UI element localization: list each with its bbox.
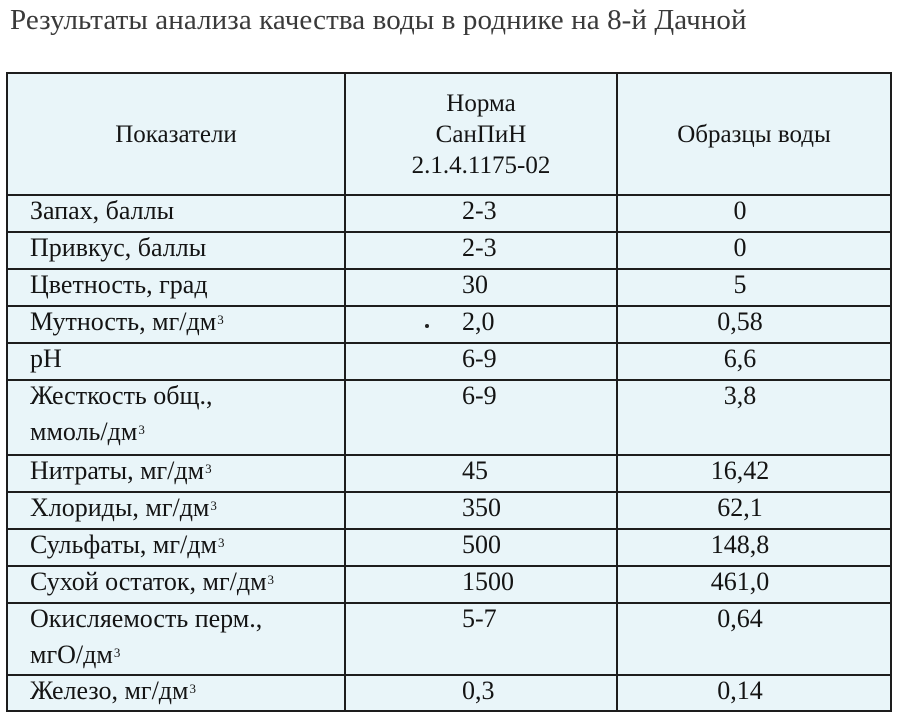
indicator-label: Хлориды, $мг/дм^3$ (30, 493, 217, 522)
cell-sample: 0,64 (617, 603, 891, 675)
header-norm-line2: СанПиН (435, 120, 527, 148)
cell-norm: 2-3 (345, 195, 617, 232)
indicator-label: Жесткость общ., (30, 381, 213, 410)
unit-exponent: 3 (217, 535, 225, 550)
table-row (7, 380, 891, 455)
table-row (7, 195, 891, 232)
indicator-unit-line: ммоль/$дм^3$ (30, 417, 145, 446)
cell-sample: 6,6 (617, 343, 891, 380)
cell-indicator (7, 455, 345, 492)
cell-sample: 62,1 (617, 492, 891, 529)
cell-norm: 2,0 (345, 306, 617, 343)
header-samples: Образцы воды (617, 73, 891, 195)
unit-exponent: 3 (267, 572, 275, 587)
header-norm-line3: 2.1.4.1175-02 (411, 151, 551, 179)
cell-sample: 148,8 (617, 529, 891, 566)
unit-exponent: 3 (210, 498, 217, 513)
indicator-label: Привкус, баллы (30, 233, 207, 262)
unit-exponent: 3 (113, 645, 121, 660)
cell-sample: 0,58 (617, 306, 891, 343)
unit-exponent: 3 (205, 461, 212, 476)
cell-indicator (7, 380, 345, 455)
cell-indicator (7, 269, 345, 306)
cell-indicator (7, 306, 345, 343)
indicator-label: Сухой остаток, $мг/дм^3$ (30, 567, 275, 596)
cell-sample: 0 (617, 195, 891, 232)
indicator-label: Мутность, $мг/дм^3$ (30, 307, 224, 336)
indicator-label: Нитраты, $мг/дм^3$ (30, 456, 212, 485)
cell-norm: 0,3 (345, 675, 617, 711)
unit-exponent: 3 (217, 312, 224, 327)
header-norm (345, 73, 617, 195)
table-row (7, 455, 891, 492)
cell-indicator (7, 566, 345, 603)
cell-sample: 461,0 (617, 566, 891, 603)
cell-sample: 0 (617, 232, 891, 269)
header-norm-line1: Норма (446, 89, 516, 117)
table-row (7, 675, 891, 711)
table-header-row (7, 73, 891, 195)
unit-exponent: 3 (138, 422, 145, 437)
table-row (7, 529, 891, 566)
cell-norm: 30 (345, 269, 617, 306)
cell-norm: 45 (345, 455, 617, 492)
cell-indicator (7, 195, 345, 232)
table-row (7, 232, 891, 269)
cell-norm: 1500 (345, 566, 617, 603)
cell-indicator (7, 492, 345, 529)
cell-indicator (7, 232, 345, 269)
indicator-label: pH (30, 344, 62, 373)
speck-mark (425, 324, 429, 328)
cell-sample: 16,42 (617, 455, 891, 492)
cell-indicator (7, 529, 345, 566)
cell-indicator (7, 343, 345, 380)
page-title: Результаты анализа качества воды в роднике на 8-й Дачной (10, 4, 747, 36)
cell-norm: 2-3 (345, 232, 617, 269)
cell-norm: 5-7 (345, 603, 617, 675)
cell-sample: 3,8 (617, 380, 891, 455)
indicator-label: Окисляемость перм., (30, 604, 263, 633)
unit-exponent: 3 (189, 681, 196, 696)
table-row (7, 566, 891, 603)
table-row (7, 492, 891, 529)
water-quality-table (6, 72, 892, 712)
cell-sample: 5 (617, 269, 891, 306)
indicator-label: Железо, $мг/дм^3$ (30, 676, 196, 705)
indicator-label: Цветность, град (30, 270, 208, 299)
indicator-label: Запах, баллы (30, 196, 175, 225)
cell-norm: 350 (345, 492, 617, 529)
table-row (7, 269, 891, 306)
water-quality-table-container (6, 72, 890, 712)
indicator-unit-line: мгО/$дм^3$ (30, 640, 121, 669)
table-row (7, 306, 891, 343)
header-indicator: Показатели (7, 73, 345, 195)
table-row (7, 603, 891, 675)
cell-norm: 6-9 (345, 343, 617, 380)
cell-indicator (7, 675, 345, 711)
indicator-label: Сульфаты, $мг/дм^3$ (30, 530, 225, 559)
table-row (7, 343, 891, 380)
cell-norm: 500 (345, 529, 617, 566)
cell-indicator (7, 603, 345, 675)
cell-sample: 0,14 (617, 675, 891, 711)
cell-norm: 6-9 (345, 380, 617, 455)
